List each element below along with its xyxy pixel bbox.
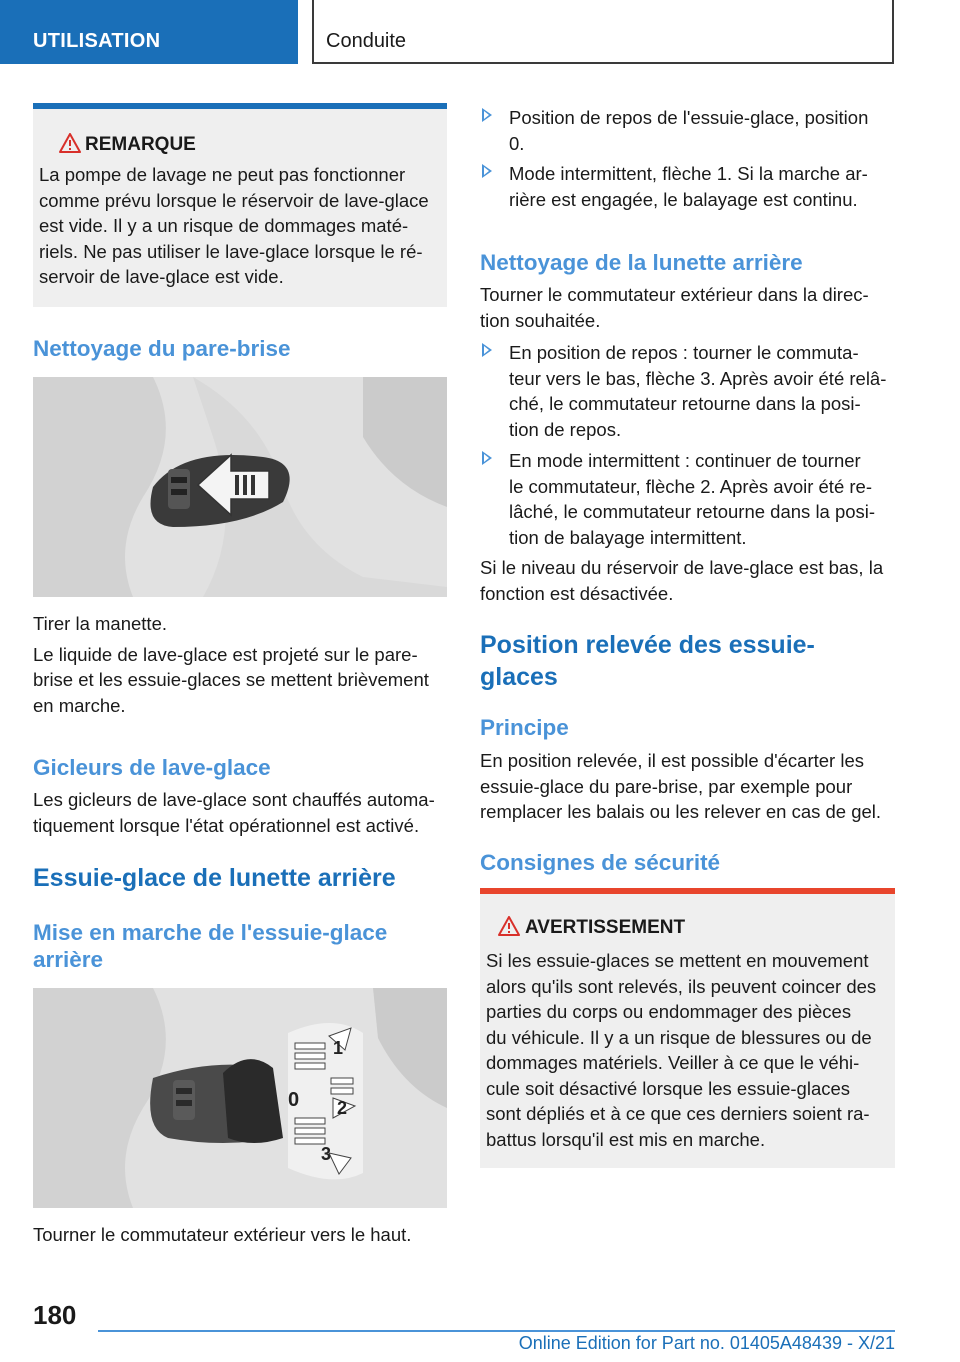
list-line: rière est engagée, le balayage est continu. [509, 188, 858, 210]
bullet-arrow-icon [482, 108, 492, 122]
section-label: UTILISATION [33, 30, 161, 52]
paragraph-line: Le liquide de lave-glace est projeté sur le pare- [33, 643, 418, 665]
warning-line: parties du corps ou endommager des pièces [486, 1001, 852, 1022]
warning-line: du véhicule. Il y a un risque de blessures ou de [486, 1026, 872, 1048]
list-line: tion de balayage intermittent. [509, 526, 747, 548]
paragraph-line: en marche. [33, 694, 126, 716]
note-title: REMARQUE [85, 134, 196, 155]
level-text [480, 555, 895, 606]
position-label: 0 [288, 1089, 300, 1111]
warning-line: dommages matériels. Veiller à ce que le véhi- [486, 1052, 860, 1073]
list-line: tion de repos. [509, 418, 622, 440]
section-tab [0, 0, 298, 64]
heading-line: glaces [480, 663, 558, 691]
paragraph-line: remplacer les balais ou les relever en cas de gel. [480, 801, 882, 822]
heading-principle: Principe [480, 715, 569, 740]
warning-line: alors qu'ils sont relevés, ils peuvent coincer des [486, 975, 877, 997]
heading-nozzles: Gicleurs de lave-glace [33, 755, 271, 780]
heading-line: Mise en marche de l'essuie-glace [33, 920, 388, 945]
paragraph-line: Les gicleurs de lave-glace sont chauffés automa- [33, 789, 435, 810]
figure-wiper-switch-rotate [33, 988, 447, 1208]
heading-rear-wiper: Essuie-glace de lunette arrière [33, 864, 396, 892]
footer-divider [98, 1330, 895, 1332]
page-number: 180 [33, 1300, 77, 1330]
warning-triangle-icon [498, 916, 520, 936]
list-line: teur vers le bas, flèche 3. Après avoir été relâ- [509, 367, 887, 389]
list-line: lâché, le commutateur retourne dans la posi- [509, 501, 876, 522]
list-line: 0. [509, 132, 525, 154]
bullet-arrow-icon [482, 343, 492, 357]
note-line: servoir de lave-glace est vide. [39, 266, 284, 287]
warning-line: battus lorsqu'il est mis en marche. [486, 1128, 766, 1150]
paragraph-line: Tourner le commutateur extérieur dans la direc- [480, 284, 869, 305]
footer-edition: Online Edition for Part no. 01405A48439 - X/21 [518, 1333, 895, 1353]
rear-clean-text [480, 282, 895, 333]
heading-raised-position [480, 629, 815, 693]
paragraph-line: brise et les essuie-glaces se mettent brièvement [33, 669, 429, 690]
note-line: riels. Ne pas utiliser le lave-glace lorsque le ré- [39, 240, 423, 262]
chapter-label: Conduite [326, 30, 407, 52]
note-bar [33, 103, 447, 109]
note-box [33, 103, 447, 307]
figure-caption: Tourner le commutateur extérieur vers le haut. [33, 1224, 412, 1245]
windshield-text [33, 611, 447, 718]
note-text [39, 162, 439, 290]
list-line: Mode intermittent, flèche 1. Si la marche ar- [509, 163, 868, 184]
list-line: ché, le commutateur retourne dans la posi- [509, 393, 861, 414]
warning-bar [480, 888, 895, 894]
heading-safety: Consignes de sécurité [480, 850, 721, 875]
warning-text [486, 948, 887, 1152]
warning-line: sont dépliés et à ce que ces derniers soient ra- [486, 1103, 870, 1124]
paragraph-line: Si le niveau du réservoir de lave-glace est bas, la [480, 557, 884, 578]
bullet-arrow-icon [482, 451, 492, 465]
heading-rear-clean: Nettoyage de la lunette arrière [480, 250, 803, 275]
bullet-arrow-icon [482, 164, 492, 178]
paragraph-line: essuie-glace du pare-brise, par exemple pour [480, 775, 853, 797]
arrow-label: 2 [337, 1098, 348, 1118]
list-line: En mode intermittent : continuer de tourner [509, 450, 861, 471]
heading-line: Position relevée des essuie- [480, 631, 815, 659]
warning-box [480, 888, 895, 1168]
figure-wiper-lever-pull [33, 377, 447, 597]
warning-line: Si les essuie-glaces se mettent en mouvement [486, 950, 869, 971]
arrow-label: 3 [321, 1144, 332, 1164]
heading-windshield: Nettoyage du pare-brise [33, 336, 291, 361]
warning-line: cule soit désactivé lorsque les essuie-glaces [486, 1077, 851, 1099]
paragraph-line: tion souhaitée. [480, 309, 601, 331]
note-line: comme prévu lorsque le réservoir de lave-glace [39, 189, 429, 211]
list-line: Position de repos de l'essuie-glace, position [509, 107, 869, 128]
note-line: La pompe de lavage ne peut pas fonctionner [39, 164, 406, 185]
warning-title: AVERTISSEMENT [525, 917, 686, 938]
list-line: le commutateur, flèche 2. Après avoir été re- [509, 475, 872, 497]
heading-line: arrière [33, 947, 104, 972]
arrow-label: 1 [333, 1038, 344, 1058]
paragraph-line: fonction est désactivée. [480, 582, 674, 604]
paragraph-line: Tirer la manette. [33, 613, 167, 634]
heading-switch-on [33, 919, 387, 973]
chapter-tab [312, 0, 894, 64]
paragraph-line: tiquement lorsque l'état opérationnel est activé. [33, 814, 420, 836]
warning-triangle-icon [59, 133, 81, 153]
list-line: En position de repos : tourner le commuta- [509, 342, 859, 363]
paragraph-line: En position relevée, il est possible d'écarter les [480, 750, 865, 771]
note-line: est vide. Il y a un risque de dommages maté- [39, 215, 409, 236]
principle-text [480, 748, 895, 825]
nozzles-text [33, 787, 447, 838]
